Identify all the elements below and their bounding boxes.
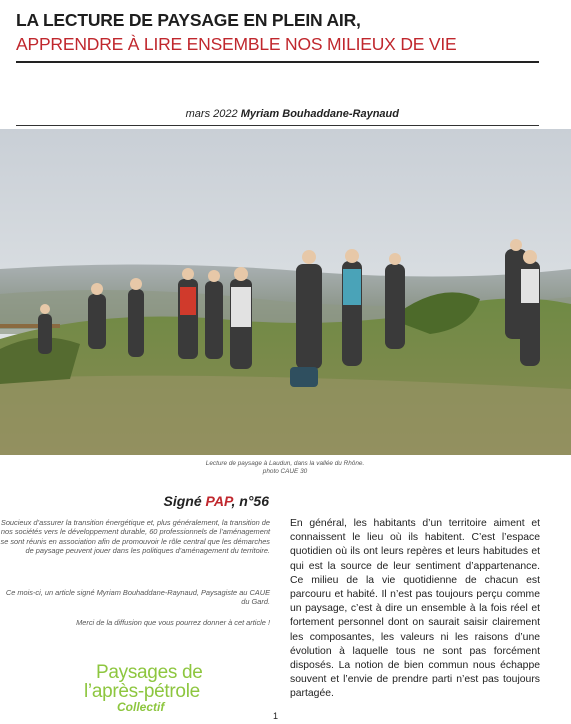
byline-date: mars 2022 — [185, 108, 238, 120]
main-paragraph: En général, les habitants d’un territoire aiment et connaissent le lieu où ils habitent. C’est l’espace quotidien où ils ont leurs repères et leurs habitudes et qui est la source de leur sentiment d’appartenance. Ce milieu de la vie quotidienne de chacun est parcouru et habité. Il n’est pas toujours perçu comme un paysage, c’est à dire un ensemble à la fois réel et fortement personnel dont on saurait saisir clairement les composantes, les valeurs ni les raisons d’une évolution à laquelle tous ne sont pas forcément disposés. La notion de bien commun nous échappe souvent et l’envie de prendre parti n’est pas toujours partagée. — [290, 518, 540, 700]
signe-prefix: Signé — [163, 493, 206, 509]
sidebar-article-note: Ce mois-ci, un article signé Myriam Bouhaddane-Raynaud, Paysagiste au CAUE du Gard. — [5, 588, 270, 607]
logo-line1: Paysages de — [96, 662, 203, 683]
photo-caption — [180, 460, 390, 476]
page-number: 1 — [273, 711, 279, 721]
byline-author: Myriam Bouhaddane-Raynaud — [240, 108, 399, 120]
article-title-line2: APPRENDRE À LIRE ENSEMBLE NOS MILIEUX DE VIE — [16, 34, 457, 54]
photo-credit: photo CAUE 30 — [262, 468, 308, 475]
signe-pap-heading — [0, 493, 269, 509]
logo-line2: l’après-pétrole — [84, 681, 200, 702]
signe-pap-brand: PAP — [205, 493, 232, 509]
byline-divider — [16, 125, 539, 126]
title-divider — [16, 61, 539, 63]
signe-number: , n°56 — [231, 493, 269, 509]
article-title-line1: LA LECTURE DE PAYSAGE EN PLEIN AIR, — [16, 10, 361, 30]
logo-line3: Collectif — [117, 700, 165, 714]
sidebar-thanks: Merci de la diffusion que vous pourrez donner à cet article ! — [76, 618, 270, 627]
photo-caption-text: Lecture de paysage à Laudun, dans la vallée du Rhône. — [205, 460, 365, 467]
landscape-photo — [0, 129, 571, 455]
byline — [186, 108, 399, 120]
sidebar-intro: Soucieux d’assurer la transition énergétique et, plus généralement, la transition de nos sociétés vers le développement durable, 60 professionnels de l’aménagement se sont réunis en association afin de promouvoir le rôle central que les démarches de paysage peuvent jouer dans les politiques d’aménagement du territoire. — [0, 518, 270, 556]
